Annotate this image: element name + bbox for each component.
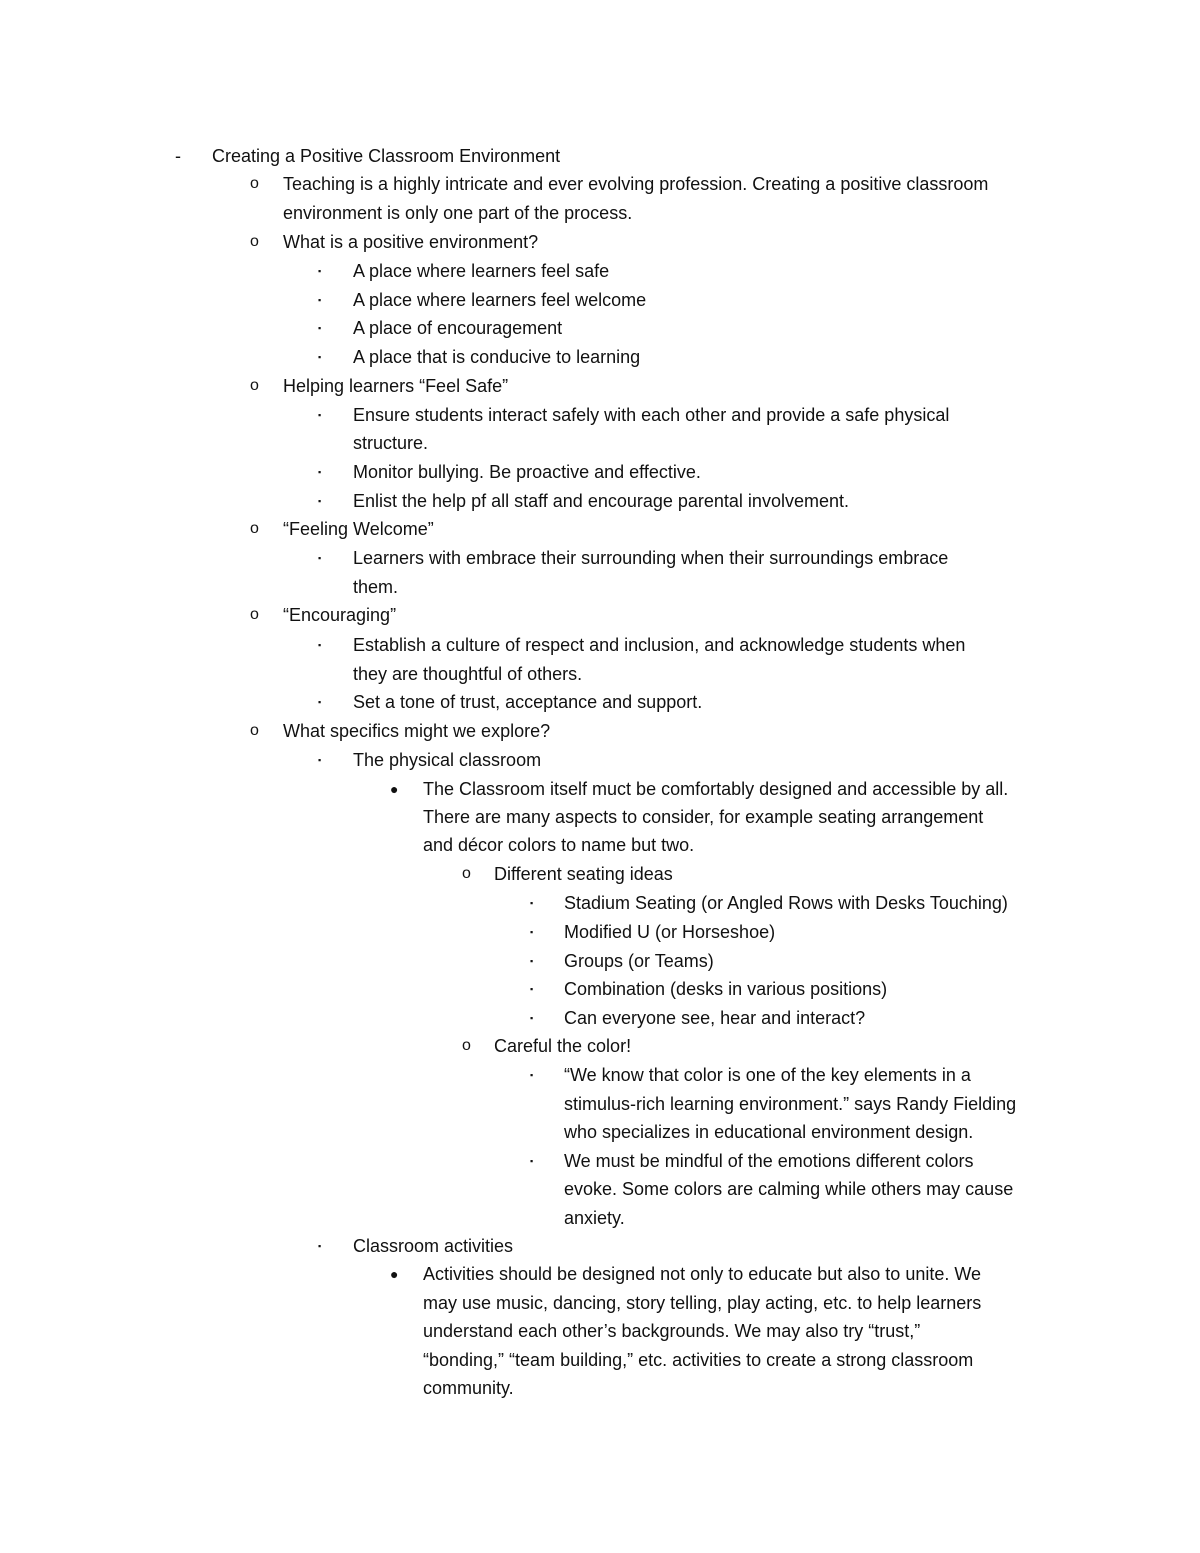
- square-bullet-icon: ▪: [530, 927, 534, 937]
- square-bullet-icon: ▪: [318, 640, 322, 650]
- physical-description-line: The Classroom itself muct be comfortably designed and accessible by all.: [423, 779, 1009, 799]
- square-bullet-icon: ▪: [530, 898, 534, 908]
- square-bullet-icon: ▪: [318, 697, 322, 707]
- square-bullet-icon: ▪: [530, 1156, 534, 1166]
- circle-bullet-icon: o: [250, 377, 259, 394]
- activities-description-line: understand each other’s backgrounds. We may also try “trust,”: [423, 1321, 921, 1341]
- dot-bullet-icon: ●: [390, 781, 399, 797]
- encouraging-item-continued: they are thoughtful of others.: [353, 664, 583, 684]
- color-item-line: anxiety.: [564, 1208, 625, 1228]
- encouraging-item: Set a tone of trust, acceptance and support.: [353, 692, 703, 712]
- color-item-line: We must be mindful of the emotions different colors: [564, 1151, 974, 1171]
- positive-environment-item: A place where learners feel welcome: [353, 290, 647, 310]
- feel-safe-heading: Helping learners “Feel Safe”: [283, 376, 509, 396]
- positive-environment-item: A place where learners feel safe: [353, 261, 610, 281]
- square-bullet-icon: ▪: [318, 1241, 322, 1251]
- seating-item: Groups (or Teams): [564, 951, 714, 971]
- intro-line-2: environment is only one part of the process.: [283, 203, 633, 223]
- color-item-line: “We know that color is one of the key elements in a: [564, 1065, 971, 1085]
- feeling-welcome-item: Learners with embrace their surrounding when their surroundings embrace: [353, 548, 949, 568]
- circle-bullet-icon: o: [462, 1037, 471, 1054]
- square-bullet-icon: ▪: [530, 1013, 534, 1023]
- seating-item: Can everyone see, hear and interact?: [564, 1008, 866, 1028]
- encouraging-heading: “Encouraging”: [283, 605, 397, 625]
- color-item-line: stimulus-rich learning environment.” says Randy Fielding: [564, 1094, 1017, 1114]
- physical-classroom-heading: The physical classroom: [353, 750, 542, 770]
- square-bullet-icon: ▪: [318, 410, 322, 420]
- square-bullet-icon: ▪: [530, 984, 534, 994]
- feeling-welcome-item-continued: them.: [353, 577, 399, 597]
- circle-bullet-icon: o: [250, 722, 259, 739]
- positive-environment-item: A place that is conducive to learning: [353, 347, 641, 367]
- positive-environment-item: A place of encouragement: [353, 318, 563, 338]
- encouraging-item: Establish a culture of respect and inclusion, and acknowledge students when: [353, 635, 966, 655]
- activities-description-line: community.: [423, 1378, 514, 1398]
- physical-description-line: and décor colors to name but two.: [423, 835, 695, 855]
- seating-item: Stadium Seating (or Angled Rows with Desks Touching): [564, 893, 1008, 913]
- seating-item: Combination (desks in various positions): [564, 979, 888, 999]
- feeling-welcome-heading: “Feeling Welcome”: [283, 519, 434, 539]
- activities-description-line: Activities should be designed not only to educate but also to unite. We: [423, 1264, 982, 1284]
- positive-environment-heading: What is a positive environment?: [283, 232, 539, 252]
- specifics-heading: What specifics might we explore?: [283, 721, 551, 741]
- document-title: Creating a Positive Classroom Environment: [212, 146, 561, 166]
- square-bullet-icon: ▪: [530, 1070, 534, 1080]
- feel-safe-item: Ensure students interact safely with each other and provide a safe physical: [353, 405, 950, 425]
- seating-heading: Different seating ideas: [494, 864, 673, 884]
- square-bullet-icon: ▪: [318, 553, 322, 563]
- square-bullet-icon: ▪: [318, 323, 322, 333]
- circle-bullet-icon: o: [462, 865, 471, 882]
- circle-bullet-icon: o: [250, 520, 259, 537]
- physical-description-line: There are many aspects to consider, for example seating arrangement: [423, 807, 984, 827]
- feel-safe-item: Enlist the help pf all staff and encourage parental involvement.: [353, 491, 849, 511]
- dot-bullet-icon: ●: [390, 1266, 399, 1282]
- circle-bullet-icon: o: [250, 233, 259, 250]
- circle-bullet-icon: o: [250, 175, 259, 192]
- square-bullet-icon: ▪: [318, 295, 322, 305]
- square-bullet-icon: ▪: [318, 755, 322, 765]
- dash-bullet-icon: -: [175, 146, 181, 166]
- intro-line-1: Teaching is a highly intricate and ever evolving profession. Creating a positive classroom: [283, 174, 989, 194]
- square-bullet-icon: ▪: [530, 956, 534, 966]
- square-bullet-icon: ▪: [318, 352, 322, 362]
- square-bullet-icon: ▪: [318, 496, 322, 506]
- circle-bullet-icon: o: [250, 606, 259, 623]
- color-item-line: who specializes in educational environment design.: [564, 1122, 974, 1142]
- feel-safe-item-continued: structure.: [353, 433, 429, 453]
- color-heading: Careful the color!: [494, 1036, 632, 1056]
- activities-description-line: may use music, dancing, story telling, play acting, etc. to help learners: [423, 1293, 982, 1313]
- square-bullet-icon: ▪: [318, 266, 322, 276]
- color-item-line: evoke. Some colors are calming while others may cause: [564, 1179, 1014, 1199]
- activities-heading: Classroom activities: [353, 1236, 514, 1256]
- feel-safe-item: Monitor bullying. Be proactive and effective.: [353, 462, 701, 482]
- square-bullet-icon: ▪: [318, 467, 322, 477]
- seating-item: Modified U (or Horseshoe): [564, 922, 776, 942]
- activities-description-line: “bonding,” “team building,” etc. activities to create a strong classroom: [423, 1350, 974, 1370]
